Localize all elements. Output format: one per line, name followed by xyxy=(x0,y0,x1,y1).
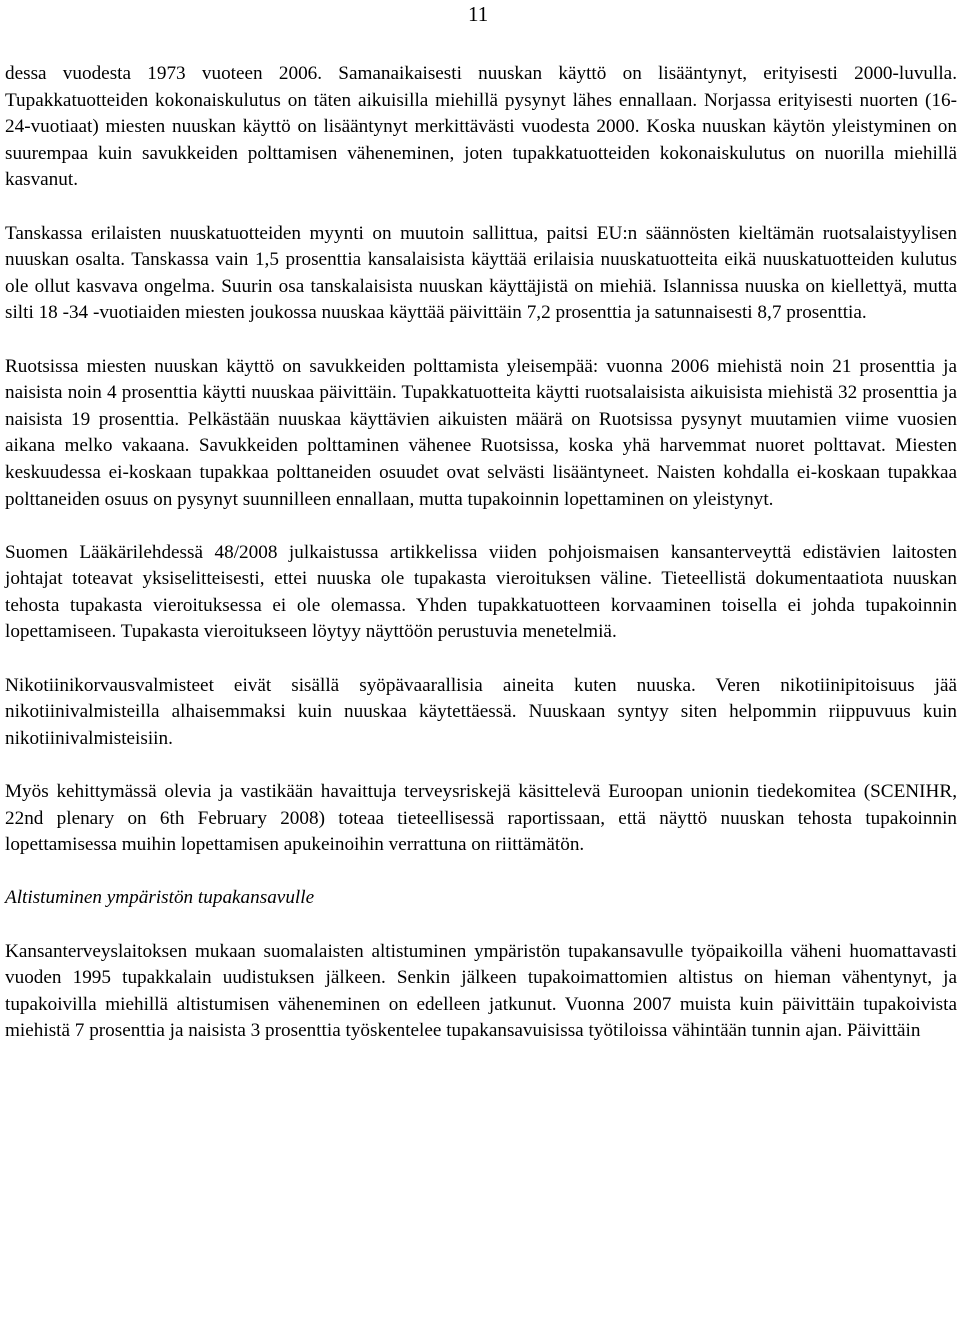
paragraph-sweden: Ruotsissa miesten nuuskan käyttö on savukkeiden polttamista yleisempää: vuonna 2006 miehistä noin 21 prosenttia ja naisista noin 4 prosenttia käytti nuuskaa päivittäin. Tupakkatuotteita käytti ruotsalaisista aikuisista miehistä 32 prosenttia ja naisista 19 prosenttia. Pelkästään nuuskaa käyttävien aikuisten määrä on Ruotsissa pysynyt muutamien viime vuosien aikana melko vakaana. Savukkeiden polttaminen vähenee Ruotsissa, koska yhä harvemmat nuoret polttavat. Miesten keskuudessa ei-koskaan tupakkaa polttaneiden osuudet ovat selvästi lisääntyneet. Naisten kohdalla ei-koskaan tupakkaa polttaneiden osuus on pysynyt suunnilleen ennallaan, mutta tupakoinnin lopettaminen on yleistynyt. xyxy=(5,355,957,510)
paragraph-denmark-iceland: Tanskassa erilaisten nuuskatuotteiden myynti on muutoin sallittua, paitsi EU:n säännösten kieltämän ruotsalaistyylisen nuuskan osalta. Tanskassa vain 1,5 prosenttia kansalaisista käyttää erilaisia nuuskatuotteita eikä nuuskatuotteiden kulutus ole ollut kasvava ongelma. Suurin osa tanskalaisista nuuskan käyttäjistä on miehiä. Islannissa nuuska on kiellettyä, mutta silti 18 -34 -vuotiaiden miesten joukossa nuuskaa käyttää päivittäin 7,2 prosenttia ja satunnaisesti 8,7 prosenttia. xyxy=(5,222,957,324)
paragraph-scenihr: Myös kehittymässä olevia ja vastikään havaittuja terveysriskejä käsittelevä Euroopan unionin tiedekomitea (SCENIHR, 22nd plenary on 6th February 2008) toteaa tieteellisessä raportissaan, että näyttö nuuskan tehosta tupakoinnin lopettamisessa muihin lopettamisen apukeinoihin verrattuna on riittämätön. xyxy=(5,781,957,856)
document-body xyxy=(5,61,957,1072)
page-number: 11 xyxy=(468,2,489,26)
section-heading: Altistuminen ympäristön tupakansavulle xyxy=(5,887,315,909)
paragraph-medical-journal: Suomen Lääkärilehdessä 48/2008 julkaistussa artikkelissa viiden pohjoismaisen kansanterveyttä edistävien laitosten johtajat toteavat yksiselitteisesti, ettei nuuska ole tupakasta vieroituksen väline. Tieteellistä dokumentaatiota nuuskan tehosta tupakasta vieroituksessa ei ole olemassa. Yhden tupakkatuotteen korvaaminen toisella ei johda tupakoinnin lopettamiseen. Tupakasta vieroitukseen löytyy näyttöön perustuvia menetelmiä. xyxy=(5,541,957,643)
paragraph-environmental-smoke: Kansanterveyslaitoksen mukaan suomalaisten altistuminen ympäristön tupakansavulle työpaikoilla väheni huomattavasti vuoden 1995 tupakkalain uudistuksen jälkeen. Senkin jälkeen tupakoimattomien altistus on hieman vähentynyt, ja tupakoivilla miehillä altistumisen väheneminen on edelleen jatkunut. Vuonna 2007 muista kuin päivittäin tupakoivista miehistä 7 prosenttia ja naisista 3 prosenttia työskentelee tupakansavuisissa työtiloissa vähintään tunnin ajan. Päivittäin xyxy=(5,940,957,1042)
paragraph-norway-snus: dessa vuodesta 1973 vuoteen 2006. Samanaikaisesti nuuskan käyttö on lisääntynyt, erityisesti 2000-luvulla. Tupakkatuotteiden kokonaiskulutus on täten aikuisilla miehillä pysynyt lähes ennallaan. Norjassa erityisesti nuorten (16-24-vuotiaat) miesten nuuskan käyttö on lisääntynyt merkittävästi vuodesta 2000. Koska nuuskan käytön yleistyminen on suurempaa kuin savukkeiden polttamisen väheneminen, joten tupakkatuotteiden kokonaiskulutus on nuorilla miehillä kasvanut. xyxy=(5,63,957,191)
paragraph-nicotine-replacement: Nikotiinikorvausvalmisteet eivät sisällä syöpävaarallisia aineita kuten nuuska. Veren nikotiinipitoisuus jää nikotiinivalmisteilla alhaisemmaksi kuin nuuskaa käytettäessä. Nuuskaan syntyy siten helpommin riippuvuus kuin nikotiinivalmisteisiin. xyxy=(5,674,957,749)
